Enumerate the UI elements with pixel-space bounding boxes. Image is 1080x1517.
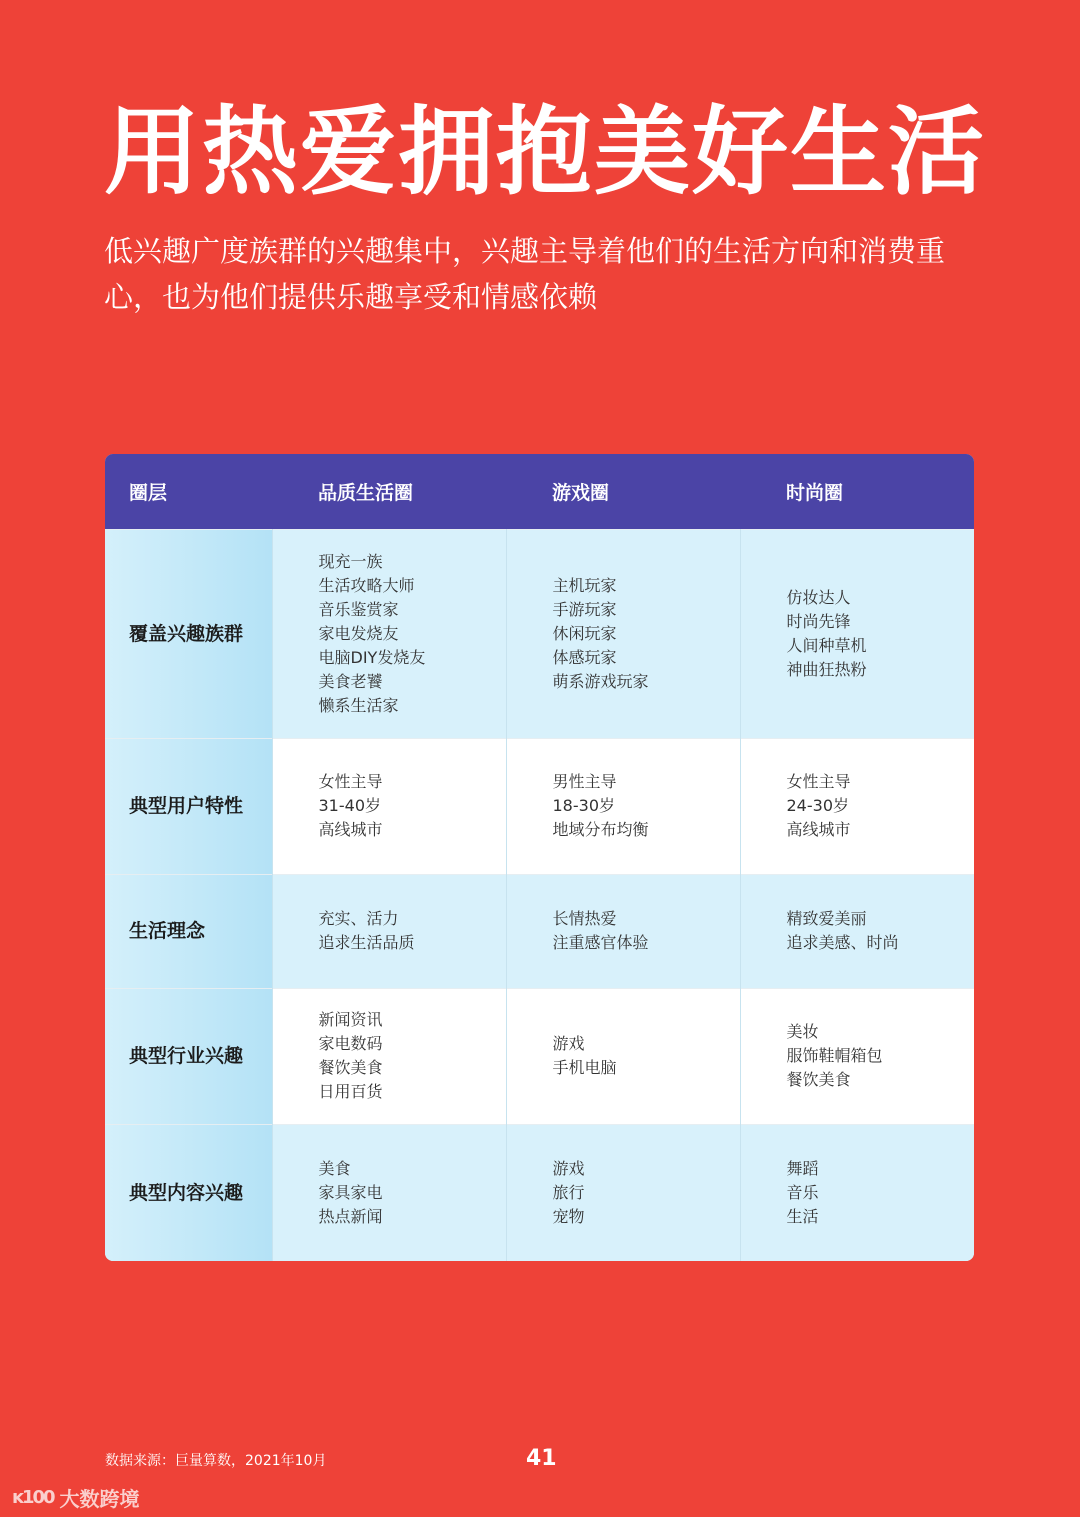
page-number: 41 (526, 1446, 557, 1471)
cell-item: 餐饮美食 (318, 1058, 383, 1077)
cell-item: 时尚先锋 (786, 611, 851, 631)
data-source-note: 数据来源：巨量算数，2021年10月 (105, 1453, 327, 1469)
cell-item: 生活攻略大师 (318, 575, 415, 595)
cell-item: 舞蹈 (786, 1158, 819, 1178)
cell-item: 休闲玩家 (552, 623, 617, 643)
cell-item: 美妆 (786, 1022, 819, 1041)
cell-item: 电脑DIY发烧友 (318, 647, 426, 667)
table-cell (506, 988, 740, 1124)
table-header-row (105, 454, 974, 529)
cell-item: 追求生活品质 (318, 933, 415, 952)
table-body (105, 529, 974, 1261)
table-cell (740, 738, 974, 874)
table-cell (272, 1124, 506, 1261)
table-row (105, 1124, 974, 1261)
cell-item: 家电数码 (318, 1034, 383, 1053)
cell-item: 长情热爱 (552, 909, 617, 928)
cell-item: 旅行 (552, 1182, 585, 1202)
table-cell (272, 988, 506, 1124)
cell-item: 高线城市 (318, 820, 383, 839)
header-cell-quality-life: 品质生活圈 (318, 481, 414, 504)
table-cell (740, 988, 974, 1124)
cell-item: 注重感官体验 (552, 933, 649, 952)
cell-item: 手游玩家 (552, 599, 617, 619)
page-title: 用热爱拥抱美好生活 (104, 96, 986, 208)
cell-item: 主机玩家 (552, 575, 617, 595)
table-row (105, 738, 974, 874)
cell-item: 手机电脑 (552, 1058, 617, 1077)
table-cell (272, 529, 506, 738)
cell-item: 人间种草机 (786, 635, 867, 655)
interest-circle-table (105, 454, 974, 1261)
cell-item: 美食老饕 (318, 671, 383, 691)
table-cell (740, 1124, 974, 1261)
header-cell-fashion: 时尚圈 (786, 481, 844, 504)
header-cell-gaming: 游戏圈 (552, 481, 610, 504)
interest-circle-table-container (105, 454, 974, 1261)
header-cell-layer: 圈层 (129, 481, 168, 504)
page-subtitle: 低兴趣广度族群的兴趣集中，兴趣主导着他们的生活方向和消费重心，也为他们提供乐趣享受和情感依赖 (104, 234, 946, 314)
table-cell (272, 874, 506, 988)
row-label: 典型用户特性 (105, 738, 272, 874)
table-cell (506, 529, 740, 738)
cell-item: 仿妆达人 (786, 587, 851, 607)
row-label: 生活理念 (105, 874, 272, 988)
cell-item: 现充一族 (318, 551, 383, 571)
cell-item: 女性主导 (318, 772, 383, 791)
table-cell (272, 738, 506, 874)
cell-item: 音乐鉴赏家 (318, 599, 399, 619)
table-cell (740, 529, 974, 738)
table-cell (740, 874, 974, 988)
table-row (105, 874, 974, 988)
cell-item: 高线城市 (786, 820, 851, 839)
cell-item: 萌系游戏玩家 (552, 671, 649, 691)
cell-item: 服饰鞋帽箱包 (786, 1046, 883, 1065)
table-cell (506, 874, 740, 988)
cell-item: 家具家电 (318, 1182, 383, 1202)
cell-item: 女性主导 (786, 772, 851, 791)
table-row (105, 988, 974, 1124)
cell-item: 日用百货 (318, 1082, 383, 1101)
row-label: 典型内容兴趣 (105, 1124, 272, 1261)
cell-item: 24-30岁 (786, 796, 849, 815)
cell-item: 懒系生活家 (318, 695, 399, 715)
cell-item: 游戏 (552, 1034, 585, 1053)
cell-item: 体感玩家 (552, 647, 617, 667)
cell-item: 热点新闻 (318, 1206, 383, 1226)
cell-item: 宠物 (552, 1206, 585, 1226)
cell-item: 家电发烧友 (318, 623, 399, 643)
table-row (105, 529, 974, 738)
watermark (12, 1483, 140, 1512)
cell-item: 神曲狂热粉 (786, 659, 867, 679)
cell-item: 生活 (786, 1206, 819, 1226)
watermark-text: 大数跨境 (59, 1487, 140, 1511)
cell-item: 充实、活力 (318, 909, 399, 928)
cell-item: 18-30岁 (552, 796, 615, 815)
cell-item: 追求美感、时尚 (786, 933, 899, 952)
table-cell (506, 738, 740, 874)
cell-item: 男性主导 (552, 772, 617, 791)
cell-item: 餐饮美食 (786, 1070, 851, 1089)
row-label: 典型行业兴趣 (105, 988, 272, 1124)
cell-item: 游戏 (552, 1158, 585, 1178)
cell-item: 地域分布均衡 (552, 820, 649, 839)
watermark-logo-icon: ᴋ100 (12, 1487, 54, 1508)
table-cell (506, 1124, 740, 1261)
cell-item: 新闻资讯 (318, 1010, 383, 1029)
cell-item: 精致爱美丽 (786, 909, 867, 928)
cell-item: 31-40岁 (318, 796, 381, 815)
row-label: 覆盖兴趣族群 (105, 529, 272, 738)
cell-item: 音乐 (786, 1182, 819, 1202)
cell-item: 美食 (318, 1158, 351, 1178)
